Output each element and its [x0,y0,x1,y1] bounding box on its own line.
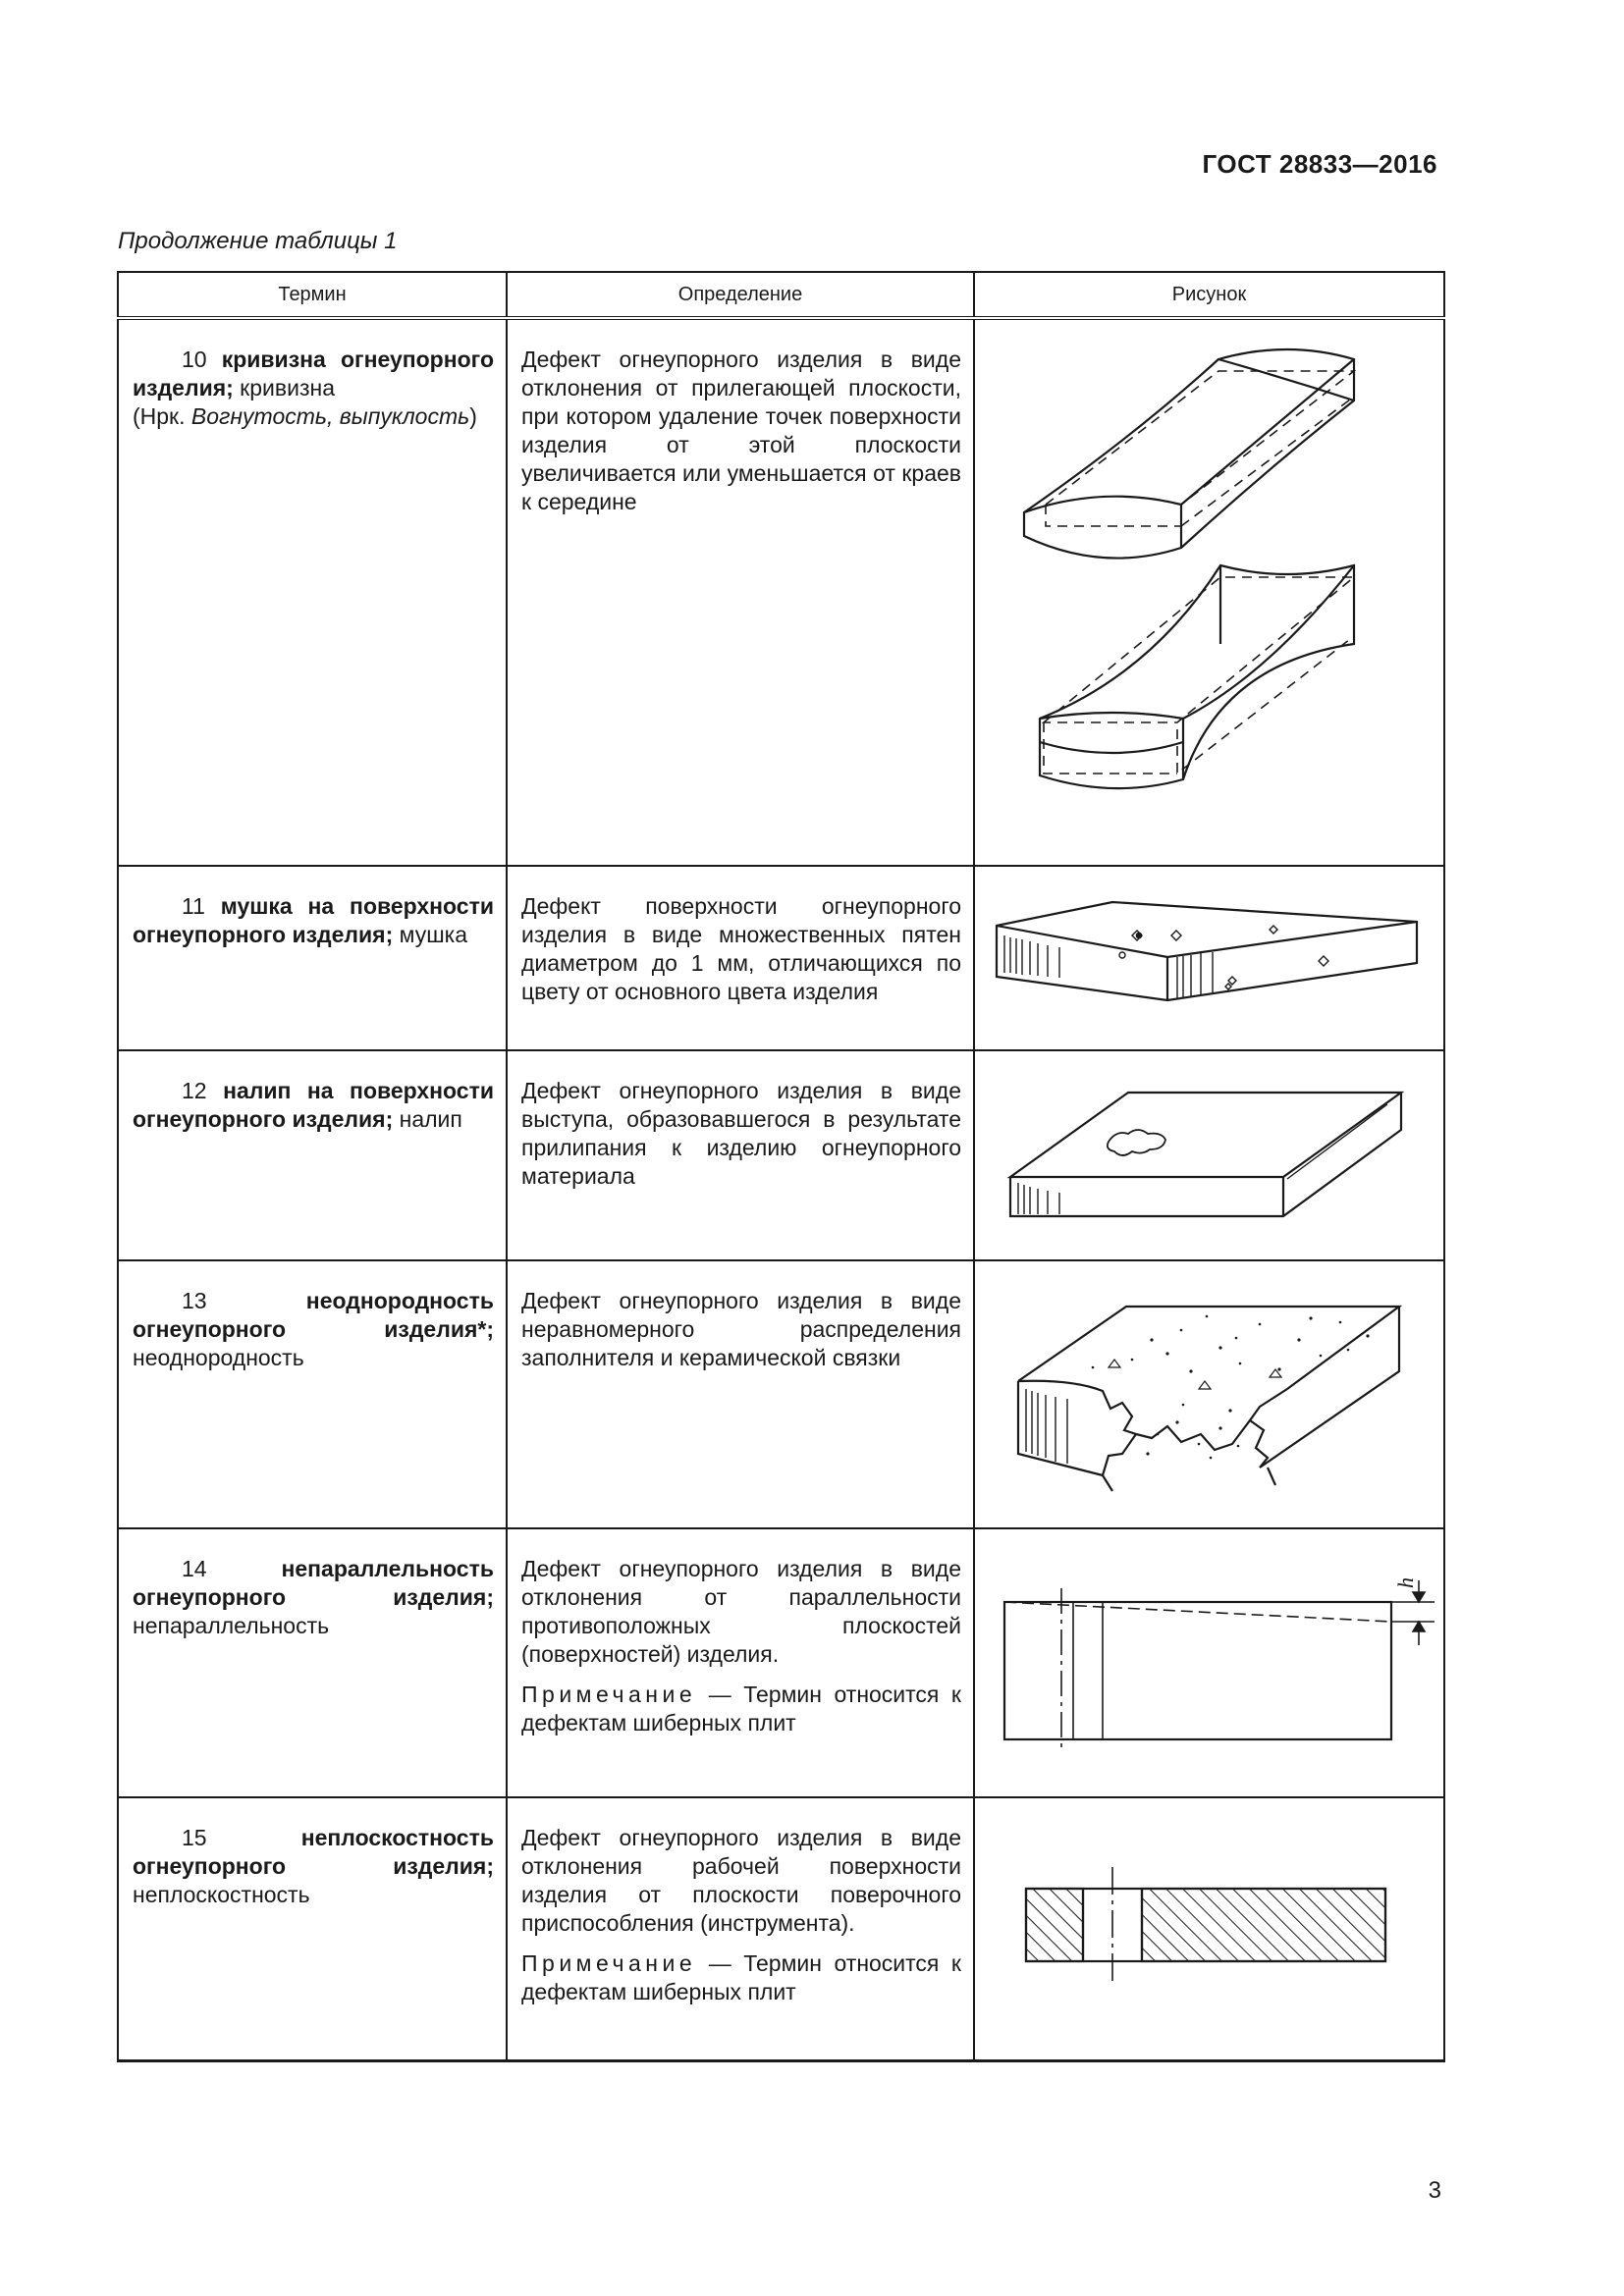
term-synonym: неоднородность [133,1345,304,1370]
table-row [118,1528,1444,1797]
brick-curvature-figure [975,320,1443,866]
figure-cell [974,1797,1444,2060]
table-continuation-caption: Продолжение таблицы 1 [118,228,398,254]
term-number: 13 [182,1288,207,1313]
term-number: 11 [182,893,205,919]
figure-cell [974,866,1444,1050]
term-title: мушка на поверхности огнеупорного изделия; [133,893,494,947]
definition-cell [507,318,974,866]
figure-cell [974,1528,1444,1797]
term-note-suffix: ) [469,403,477,429]
table-row [118,1260,1444,1528]
height-deviation-label: h [1393,1577,1418,1588]
term-synonym: мушка [393,922,468,947]
non-flatness-figure [975,1798,1443,2059]
term-cell [118,1260,507,1528]
definition-cell [507,1050,974,1260]
definition-text: Дефект огнеупорного изделия в виде отклонения от параллельности противоположных плоскостей (поверхностей) изделия. [521,1556,961,1667]
definition-note [521,1949,961,2006]
definition-text: Дефект огнеупорного изделия в виде отклонения от прилегающей плоскости, при котором удаление точек поверхности изделия от этой плоскости увеличивается или уменьшается от краев к середине [521,347,961,514]
definition-cell [507,1528,974,1797]
term-synonym: неплоскостность [133,1882,310,1907]
definition-text: Дефект огнеупорного изделия в виде выступа, образовавшегося в результате прилипания к изделию огнеупорного материала [521,1078,961,1189]
term-title: непараллельность огнеупорного изделия; [133,1556,494,1610]
figure-cell [974,1260,1444,1528]
column-header-definition: Определение [507,272,974,318]
term-note-deprecated: Вогнутость, выпуклость [190,403,470,429]
table-row [118,1050,1444,1260]
term-number: 12 [182,1078,207,1103]
definition-cell [507,866,974,1050]
term-number: 10 [182,347,207,372]
term-cell [118,1528,507,1797]
term-title: кривизна огнеупорного изделия; [133,347,494,400]
figure-cell [974,318,1444,866]
standard-code: ГОСТ 28833—2016 [1202,149,1437,179]
term-note-prefix: (Нрк. [133,403,191,429]
table-row [118,866,1444,1050]
term-title: налип на поверхности огнеупорного изделия; [133,1078,494,1132]
column-header-figure: Рисунок [974,272,1444,318]
term-cell [118,866,507,1050]
definition-text: Дефект огнеупорного изделия в виде отклонения рабочей поверхности изделия от плоскости поверочного приспособления (инструмента). [521,1825,961,1936]
table-row [118,318,1444,866]
term-synonym: непараллельность [133,1613,330,1638]
note-text: — Термин относится к дефектам шиберных плит [521,1682,961,1735]
table-header-row [118,272,1444,318]
definition-cell [507,1797,974,2060]
term-cell [118,1797,507,2060]
definition-text: Дефект огнеупорного изделия в виде неравномерного распределения заполнителя и керамической связки [521,1288,961,1370]
term-title: неплоскостность огнеупорного изделия; [133,1825,494,1879]
note-label: Примечание [521,1950,697,1976]
adhered-material-figure [975,1051,1443,1259]
term-title: неоднородность огнеупорного изделия*; [133,1288,494,1342]
page-number: 3 [1428,2177,1441,2204]
term-synonym: налип [393,1106,462,1132]
note-label: Примечание [521,1682,697,1707]
definition-note [521,1681,961,1737]
term-cell [118,1050,507,1260]
terms-table [117,271,1445,2062]
term-synonym: кривизна [233,375,335,400]
inhomogeneity-figure [975,1261,1443,1527]
table-row [118,1797,1444,2060]
term-number: 14 [182,1556,207,1581]
figure-cell [974,1050,1444,1260]
note-text: — Термин относится к дефектам шиберных плит [521,1950,961,2004]
term-cell [118,318,507,866]
definition-text: Дефект поверхности огнеупорного изделия в виде множественных пятен диаметром до 1 мм, отличающихся по цвету от основного цвета изделия [521,893,961,1004]
term-number: 15 [182,1825,207,1850]
column-header-term: Термин [118,272,507,318]
non-parallelism-figure [975,1529,1443,1796]
surface-specks-figure [975,867,1443,1049]
definition-cell [507,1260,974,1528]
